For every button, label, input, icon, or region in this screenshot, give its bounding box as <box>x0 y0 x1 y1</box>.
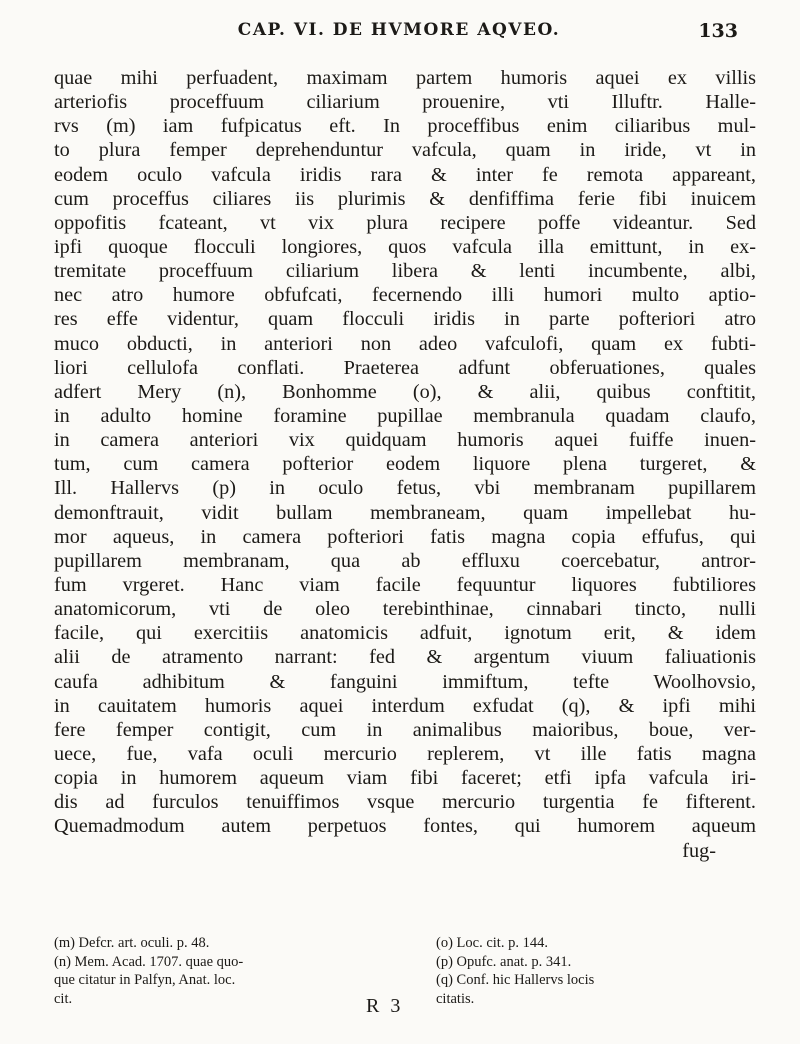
text-line: ipfi quoque flocculi longiores, quos vafcula illa emittunt, in ex- <box>54 235 756 258</box>
text-line: oppofitis fcateant, vt vix plura recipere poffe videantur. Sed <box>54 211 756 234</box>
text-line: rvs (m) iam fufpicatus eft. In proceffibus enim ciliaribus mul- <box>54 115 756 138</box>
catchword: fug- <box>682 839 716 862</box>
page-header <box>56 18 742 52</box>
text-line: liori cellulofa conflati. Praeterea adfunt obferuationes, quales <box>54 356 756 379</box>
text-line: in camera anteriori vix quidquam humoris aquei fuiffe inuen- <box>54 429 756 452</box>
text-line: pupillarem membranam, qua ab effluxu coercebatur, antror- <box>54 549 756 572</box>
text-line: anatomicorum, vti de oleo terebinthinae, cinnabari tincto, nulli <box>54 598 756 621</box>
text-line: tum, cum camera pofterior eodem liquore plena turgeret, & <box>54 453 756 476</box>
footnotes <box>54 934 756 1008</box>
text-line: nec atro humore obfufcati, fecernendo illi humori multo aptio- <box>54 284 756 307</box>
text-line: Ill. Hallervs (p) in oculo fetus, vbi membranam pupillarem <box>54 477 756 500</box>
footnote-line: (q) Conf. hic Hallervs locis <box>436 972 595 988</box>
text-line: quae mihi perfuadent, maximam partem humoris aquei ex villis <box>54 67 756 89</box>
text-line: copia in humorem aqueum viam fibi faceret; etfi ipfa vafcula iri- <box>54 767 756 790</box>
footnote-line: cit. <box>54 990 73 1007</box>
text-line: uece, fue, vafa oculi mercurio replerem, vt ille fatis magna <box>54 742 756 765</box>
footnote-line: citatis. <box>436 990 475 1007</box>
running-head: CAP. VI. DE HVMORE AQVEO. <box>237 20 561 40</box>
text-line: muco obducti, in anteriori non adeo vafculofi, quam ex fubti- <box>54 332 756 355</box>
text-line: eodem oculo vafcula iridis rara & inter fe remota appareant, <box>54 163 756 186</box>
footnotes-left-column <box>54 934 394 1008</box>
text-line: Quemadmodum autem perpetuos fontes, qui humorem aqueum <box>54 815 756 838</box>
text-line: arteriofis proceffuum ciliarium prouenire, vti Illuftr. Halle- <box>54 91 756 114</box>
signature-mark: R 3 <box>366 995 404 1017</box>
text-line: res effe videntur, quam flocculi iridis in parte pofteriori atro <box>54 308 756 331</box>
footnote-line: que citatur in Palfyn, Anat. loc. <box>54 972 236 988</box>
text-line: fere femper contigit, cum in animalibus maioribus, boue, ver- <box>54 718 756 741</box>
text-line: caufa adhibitum & fanguini immiftum, tefte Woolhovsio, <box>54 670 756 693</box>
main-text <box>54 66 756 863</box>
text-line: in adulto homine foramine pupillae membranula quadam claufo, <box>54 404 756 427</box>
text-line: tremitate proceffuum ciliarium libera & lenti incumbente, albi, <box>54 260 756 283</box>
text-line: demonftrauit, vidit bullam membraneam, quam impellebat hu- <box>54 501 756 524</box>
footnote-line: (o) Loc. cit. p. 144. <box>436 935 548 951</box>
text-line: mor aqueus, in camera pofteriori fatis magna copia effufus, qui <box>54 525 756 548</box>
footnote-line: (p) Opufc. anat. p. 341. <box>436 953 572 970</box>
text-line: alii de atramento narrant: fed & argentum viuum faliuationis <box>54 646 756 669</box>
text-line: dis ad furculos tenuiffimos vsque mercurio turgentia fe fifterent. <box>54 791 756 814</box>
footnote-line: (m) Defcr. art. oculi. p. 48. <box>54 935 210 951</box>
footnotes-right-column <box>436 934 756 1008</box>
text-line: fum vrgeret. Hanc viam facile fequuntur liquores fubtiliores <box>54 573 756 596</box>
footnote-line: (n) Mem. Acad. 1707. quae quo- <box>54 953 244 970</box>
text-line: to plura femper deprehenduntur vafcula, quam in iride, vt in <box>54 139 756 162</box>
text-line: cum proceffus ciliares iis plurimis & denfiffima ferie fibi inuicem <box>54 187 756 210</box>
text-line: in cauitatem humoris aquei interdum exfudat (q), & ipfi mihi <box>54 694 756 717</box>
text-line: facile, qui exercitiis anatomicis adfuit, ignotum erit, & idem <box>54 622 756 645</box>
page-number: 133 <box>698 20 738 42</box>
text-line: adfert Mery (n), Bonhomme (o), & alii, quibus conftitit, <box>54 380 756 403</box>
